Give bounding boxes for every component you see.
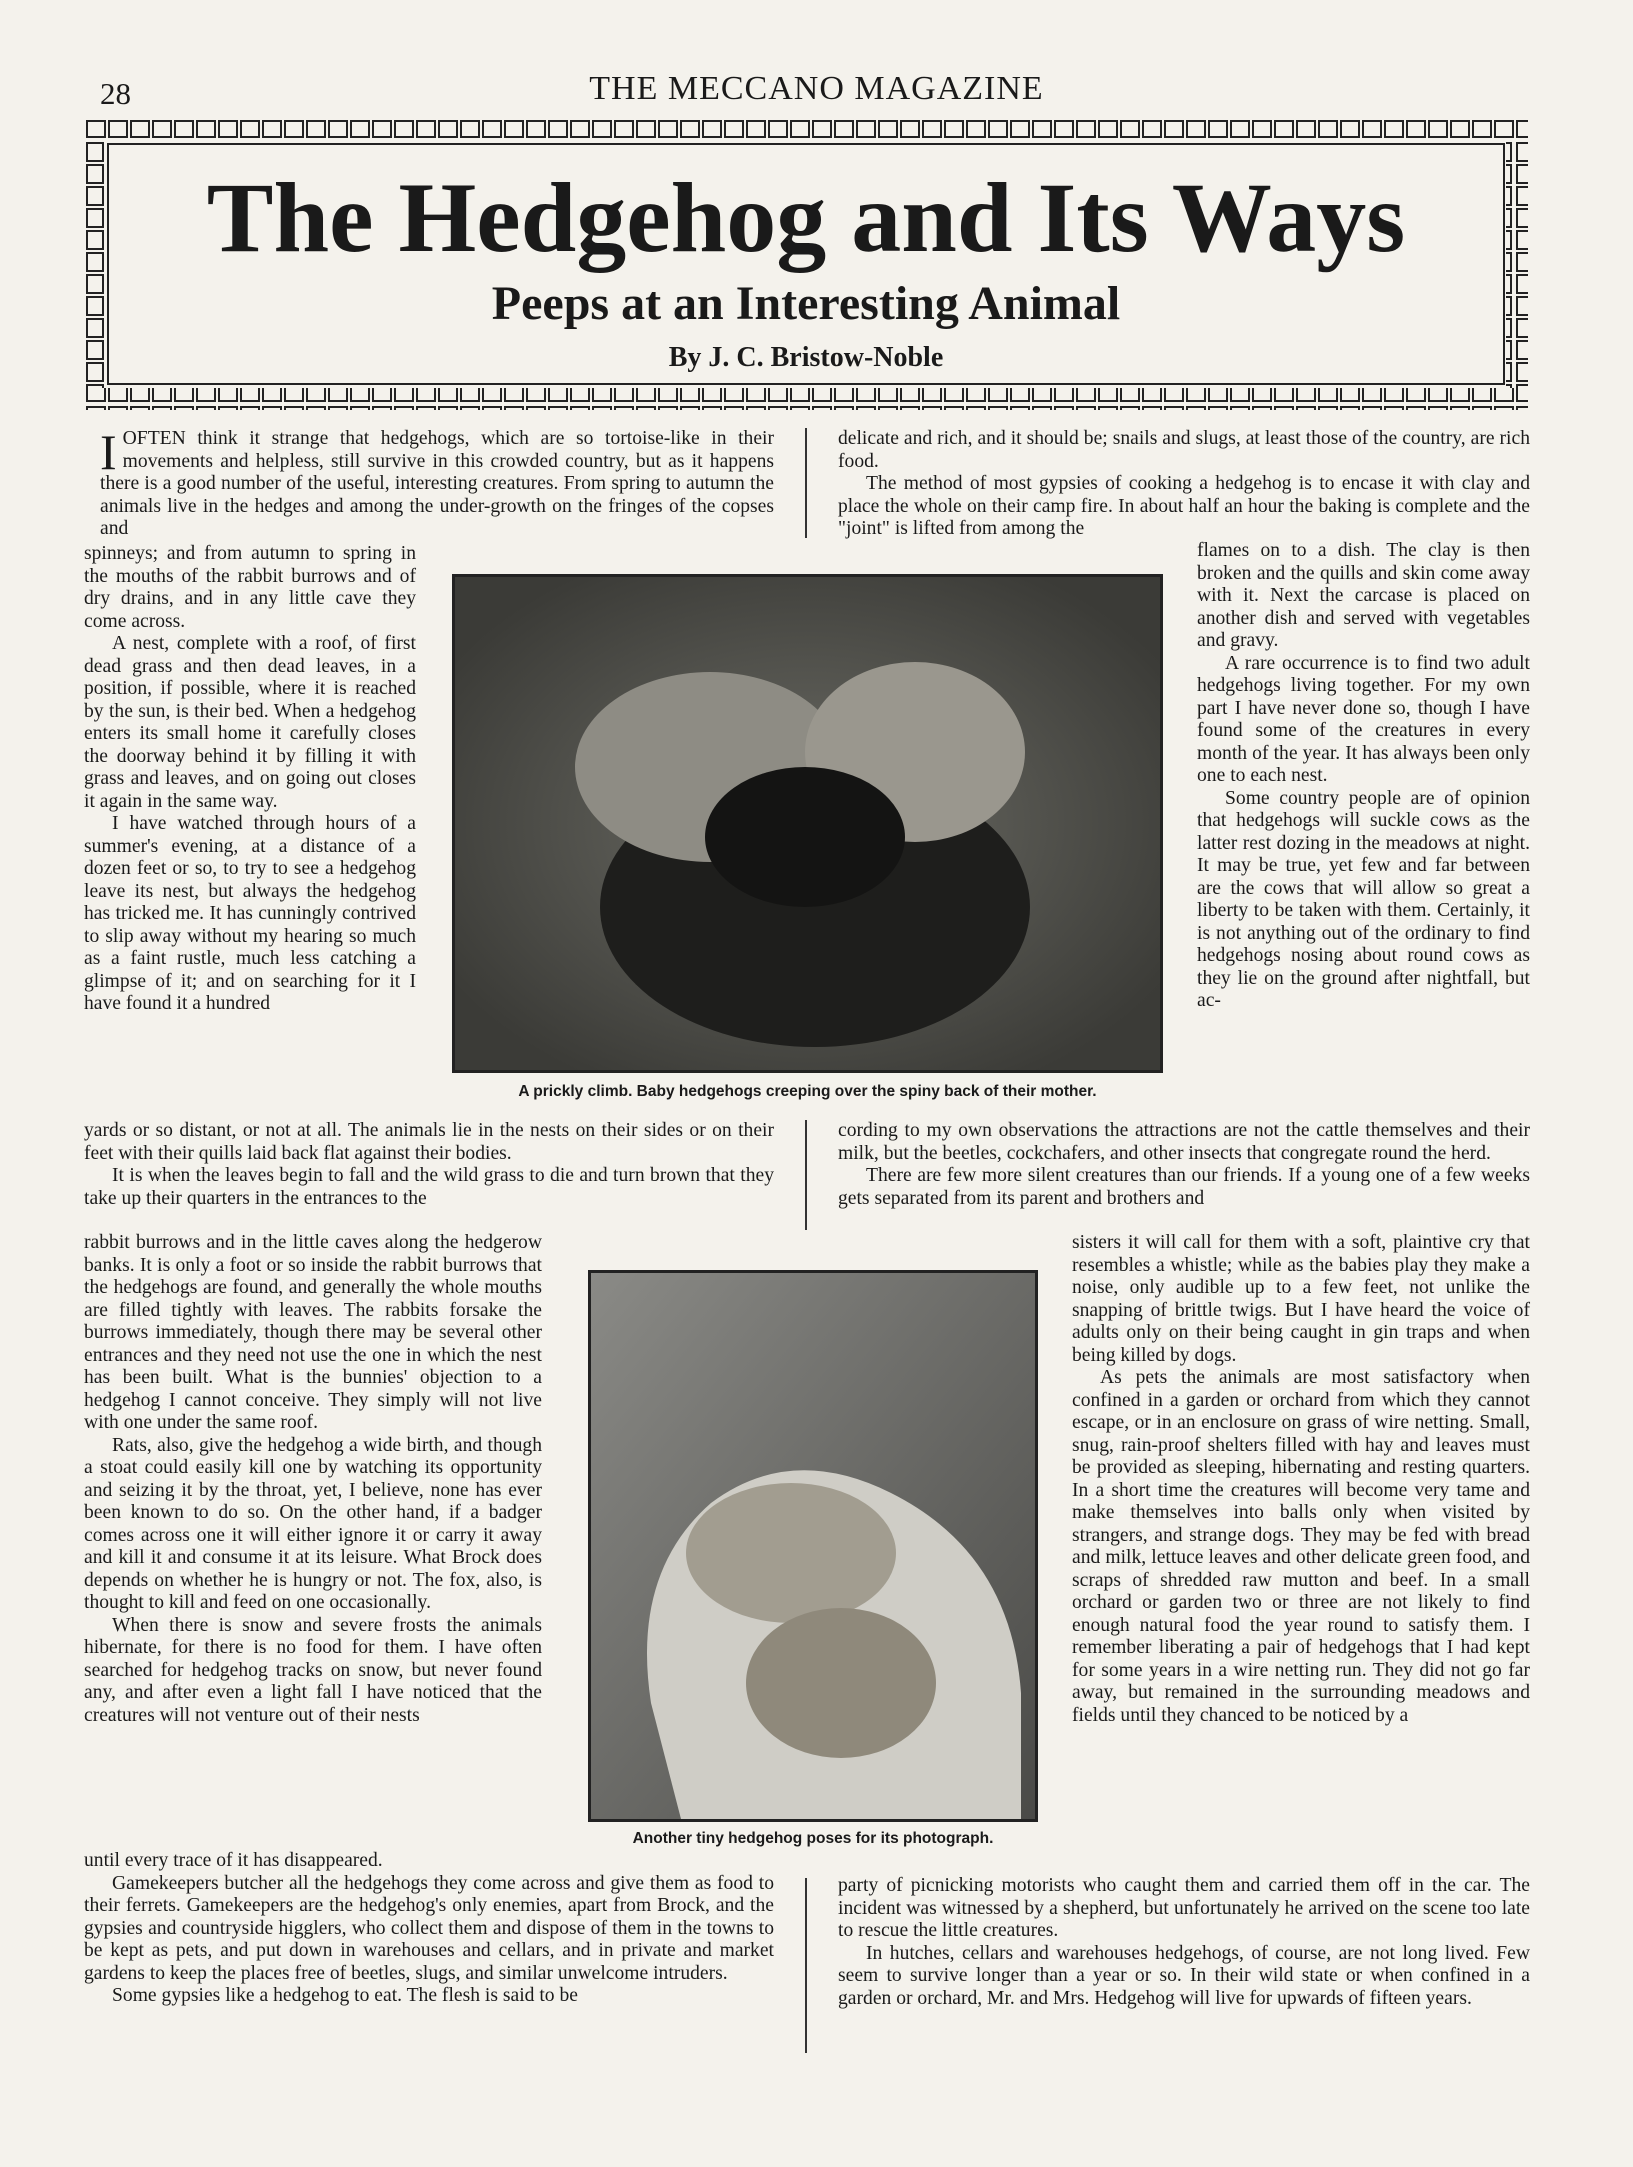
drop-cap: I	[100, 424, 117, 480]
photo-baby-hedgehog	[588, 1270, 1038, 1822]
paragraph: It is when the leaves begin to fall and the wild grass to die and turn brown that they take up their quarters in the entrances to the	[84, 1165, 774, 1209]
column-rule	[805, 1878, 807, 2053]
paragraph: yards or so distant, or not at all. The animals lie in the nests on their sides or on their feet with their quills laid back flat against their bodies.	[84, 1120, 774, 1164]
paragraph: A nest, complete with a roof, of first dead grass and then dead leaves, in a position, if possible, where it is reached by the sun, is their bed. When a hedgehog enters its small home it carefully closes the doorway behind it by filling it with grass and leaves, and on going out closes it again in the same way.	[84, 633, 416, 812]
paragraph: Some country people are of opinion that hedgehogs will suckle cows as the latter rest dozing in the meadows at night. It may be true, yet few and far between are the cows that will allow so great a liberty to be taken with them. Certainly, it is not anything out of the ordinary to find hedgehogs nosing about round cows as they lie on the ground after nightfall, but ac-	[1197, 787, 1530, 1011]
body-left-intro	[100, 424, 774, 541]
article-subtitle: Peeps at an Interesting Animal	[491, 277, 1121, 330]
byline: By J. C. Bristow-Noble	[668, 342, 944, 373]
paragraph: When there is snow and severe frosts the animals hibernate, for there is no food for them. I have often searched for hedgehog tracks on snow, but never found any, and after even a light fall I have noticed that the creatures will not venture out of their nests	[84, 1614, 542, 1726]
photo-hedgehog-mother	[452, 574, 1163, 1073]
body-left-mid	[84, 1120, 774, 1210]
paragraph: There are few more silent creatures than our friends. If a young one of a few weeks gets separated from its parent and brothers and	[838, 1165, 1530, 1209]
magazine-title: THE MECCANO MAGAZINE	[589, 70, 1044, 107]
body-right-intro	[838, 428, 1530, 541]
column-rule	[805, 1120, 807, 1230]
paragraph: cording to my own observations the attractions are not the cattle themselves and their milk, but the beetles, cockchafers, and other insects that congregate round the herd.	[838, 1120, 1530, 1164]
body-right-narrow-1	[1197, 540, 1530, 1013]
paragraph: party of picnicking motorists who caught them and carried them off in the car. The incident was witnessed by a shepherd, but unfortunately he arrived on the scene too late to rescue the little creatures.	[838, 1875, 1530, 1941]
paragraph: Some gypsies like a hedgehog to eat. The flesh is said to be	[112, 1985, 578, 2006]
page-number: 28	[100, 76, 131, 111]
paragraph: The method of most gypsies of cooking a hedgehog is to encase it with clay and place the whole on their camp fire. In about half an hour the baking is complete and the "joint" is lifted from among the	[838, 473, 1530, 539]
hedgehogs-photo-image	[455, 577, 1160, 1070]
article-title: The Hedgehog and Its Ways	[206, 162, 1406, 273]
paragraph: rabbit burrows and in the little caves along the hedgerow banks. It is only a foot or so inside the rabbit burrows that the hedgehogs are found, and generally the whole mouths are filled tightly with leaves. The rabbits forsake the burrows immediately, though there may be several other entrances and they need not use the one in which the nest has been built. What is the bunnies' objection to a hedgehog I cannot conceive. They simply will not live with one under the same roof.	[84, 1232, 542, 1433]
baby-hedgehog-photo-image	[591, 1273, 1035, 1819]
body-left-narrow-2	[84, 1232, 542, 1727]
body-right-mid	[838, 1120, 1530, 1210]
paragraph: until every trace of it has disappeared.	[84, 1850, 383, 1871]
paragraph: Rats, also, give the hedgehog a wide birth, and though a stoat could easily kill one by watching its opportunity and seizing it by the throat, yet, I believe, none has ever been known to do so. On the other hand, if a badger comes across one it will either ignore it or carry it away and kill it and consume it at its leisure. What Brock does depends on whether he is hungry or not. The fox, also, is thought to kill and feed on one occasionally.	[84, 1434, 542, 1613]
paragraph: I have watched through hours of a summer's evening, at a distance of a dozen feet or so, to try to see a hedgehog leave its nest, but always the hedgehog has tricked me. It has cunningly contrived to slip away without my hearing so much as a faint rustle, much less catching a glimpse of it; and on searching for it I have found it a hundred	[84, 813, 416, 1014]
paragraph: spinneys; and from autumn to spring in the mouths of the rabbit burrows and of dry drains, and in any little cave they come across.	[84, 543, 416, 632]
paragraph: sisters it will call for them with a soft, plaintive cry that resembles a whistle; while as the babies play they make a noise, only audible up to a few feet, not unlike the snapping of brittle twigs. But I have heard the voice of adults only on their being caught in gin traps and when being killed by dogs.	[1072, 1232, 1530, 1366]
photo1-caption: A prickly climb. Baby hedgehogs creeping over the spiny back of their mother.	[518, 1083, 1097, 1100]
paragraph: In hutches, cellars and warehouses hedgehogs, of course, are not long lived. Few seem to survive longer than a year or so. In their wild state or when confined in a garden or orchard, Mr. and Mrs. Hedgehog will live for upwards of fifteen years.	[838, 1942, 1530, 2009]
body-left-bottom	[84, 1850, 774, 2008]
column-rule	[805, 428, 807, 538]
paragraph: As pets the animals are most satisfactory when confined in a garden or orchard from which they cannot escape, or in an enclosure on grass of wire netting. Small, snug, rain-proof shelters filled with hay and leaves must be provided as sleeping, hibernating and resting quarters. In a short time the creatures will become very tame and make themselves into balls only when visited by strangers, and strange dogs. They may be fed with bread and milk, lettuce leaves and other delicate green food, and scraps of shredded raw mutton and beef. In a small orchard or garden two or three are not likely to find enough natural food the year round to satisfy them. I remember liberating a pair of hedgehogs that I had kept for some years in a wire netting run. They did not go far away, but remained in the surrounding meadows and fields until they chanced to be noticed by a	[1072, 1367, 1530, 1726]
paragraph: flames on to a dish. The clay is then broken and the quills and skin come away with it. Next the carcase is placed on another dish and served with vegetables and gravy.	[1197, 540, 1530, 651]
photo2-caption: Another tiny hedgehog poses for its photograph.	[632, 1830, 994, 1847]
body-left-narrow-1	[84, 543, 416, 1016]
paragraph: Gamekeepers butcher all the hedgehogs they come across and give them as food to their ferrets. Gamekeepers are the hedgehog's only enemies, apart from Brock, and the gypsies and countryside higglers, who collect them and dispose of them in the towns to be kept as pets, and put down in warehouses and cellars, and in private and market gardens to keep the places free of beetles, slugs, and similar unwelcome intruders.	[84, 1872, 774, 1984]
paragraph: OFTEN think it strange that hedgehogs, which are so tortoise-like in their movements and helpless, still survive in this crowded country, but as it happens there is a good number of the useful, interesting creatures. From spring to autumn the animals live in the hedges and among the under-growth on the fringes of the copses and	[100, 428, 774, 539]
body-right-bottom	[838, 1875, 1530, 2010]
body-right-narrow-2	[1072, 1232, 1530, 1727]
paragraph: delicate and rich, and it should be; snails and slugs, at least those of the country, are rich food.	[838, 428, 1530, 472]
paragraph: A rare occurrence is to find two adult hedgehogs living together. For my own part I have never done so, though I have found some of the creatures in every month of the year. It has always been only one to each nest.	[1197, 652, 1530, 786]
